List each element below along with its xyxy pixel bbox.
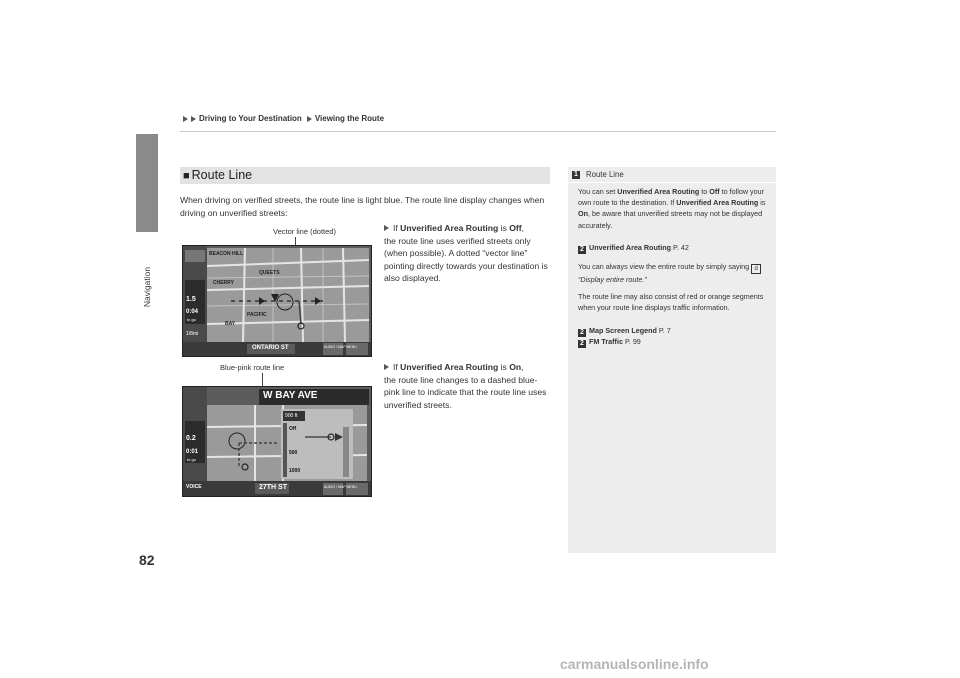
note-icon: 1 <box>572 171 580 179</box>
street-label: CHERRY <box>213 280 234 286</box>
intro-paragraph: When driving on verified streets, the route line is light blue. The route line display changes when driving on unverified streets: <box>180 195 545 218</box>
xref-map-screen-legend[interactable]: 2 Map Screen Legend P. 7 <box>578 325 772 337</box>
note-heading: 1 Route Line <box>572 170 624 179</box>
to-go-label: to go <box>187 457 196 462</box>
map-screen-2 <box>183 387 371 496</box>
distance-readout: 1.5 <box>186 296 196 303</box>
zoom-1000-label: 1000 <box>289 468 301 474</box>
breadcrumb <box>183 114 384 123</box>
nav-screen-unverified-off <box>182 245 372 357</box>
voice-button: VOICE <box>186 484 202 490</box>
bullet-arrow-icon <box>384 364 389 370</box>
street-label: PACIFIC <box>247 312 267 318</box>
chapter-tab <box>136 134 158 232</box>
audio-map-menu-button: AUDIO / MAP MENU <box>324 345 357 349</box>
talk-button-icon: d <box>751 264 761 274</box>
cross-reference-icon: 2 <box>578 340 586 348</box>
note-divider <box>568 182 776 183</box>
watermark: carmanualsonline.info <box>560 656 709 672</box>
page-number: 82 <box>139 552 155 568</box>
to-go-label: to go <box>187 317 196 322</box>
bullet-unverified-off: If Unverified Area Routing is Off, the route line uses verified streets only (when possible). A dotted “vector line” pointing directly towards your destination is also displayed. <box>384 223 548 284</box>
bullet-unverified-on: If Unverified Area Routing is On, the route line changes to a dashed blue-pink line to indicate that the route line uses unverified streets. <box>384 362 547 410</box>
time-readout: 0:01 <box>186 449 199 455</box>
street-banner: W BAY AVE <box>263 390 318 401</box>
breadcrumb-arrow-icon <box>191 116 196 122</box>
cross-reference-icon: 2 <box>578 329 586 337</box>
breadcrumb-item: Viewing the Route <box>314 114 385 123</box>
bullet-arrow-icon <box>384 225 389 231</box>
xref-fm-traffic[interactable]: 2 FM Traffic P. 99 <box>578 336 772 348</box>
audio-map-menu-button: AUDIO / MAP MENU <box>324 485 357 489</box>
breadcrumb-arrow-icon <box>307 116 312 122</box>
header-divider <box>180 131 776 132</box>
chapter-label: Navigation <box>142 266 152 308</box>
xref-unverified-area-routing[interactable]: 2 Unverified Area Routing P. 42 <box>578 242 772 254</box>
street-label: BEACON HILL <box>209 251 244 257</box>
section-title: ■ Route Line <box>183 168 253 182</box>
map-scale: 1/8mi <box>186 331 199 337</box>
time-readout: 0:04 <box>186 309 199 315</box>
caption-blue-pink-line: Blue-pink route line <box>220 363 285 372</box>
zoom-scale-label: 900 ft <box>285 413 298 419</box>
cross-reference-icon: 2 <box>578 246 586 254</box>
breadcrumb-arrow-icon <box>183 116 188 122</box>
breadcrumb-item: Driving to Your Destination <box>199 114 302 123</box>
street-label: BAY <box>225 321 236 327</box>
nav-screen-unverified-on <box>182 386 372 497</box>
zoom-off-label: Off <box>289 426 297 432</box>
caption-vector-line: Vector line (dotted) <box>273 227 336 236</box>
note-paragraph-1: You can set Unverified Area Routing to Off to follow your own route to the destination. If Unverified Area Routing is On, be aware that unverified streets may not be displayed accurately. <box>578 187 766 230</box>
current-street: 27TH ST <box>259 484 288 491</box>
street-label: QUEETS <box>259 270 280 276</box>
note-paragraph-3: The route line may also consist of red or orange segments when your route line displays traffic information. <box>578 292 764 313</box>
zoom-500-label: 500 <box>289 450 298 456</box>
map-screen-1 <box>183 246 371 356</box>
current-street: ONTARIO ST <box>252 345 289 351</box>
distance-readout: 0.2 <box>186 435 196 442</box>
note-paragraph-2: You can always view the entire route by simply saying d“Display entire route.” <box>578 261 772 285</box>
